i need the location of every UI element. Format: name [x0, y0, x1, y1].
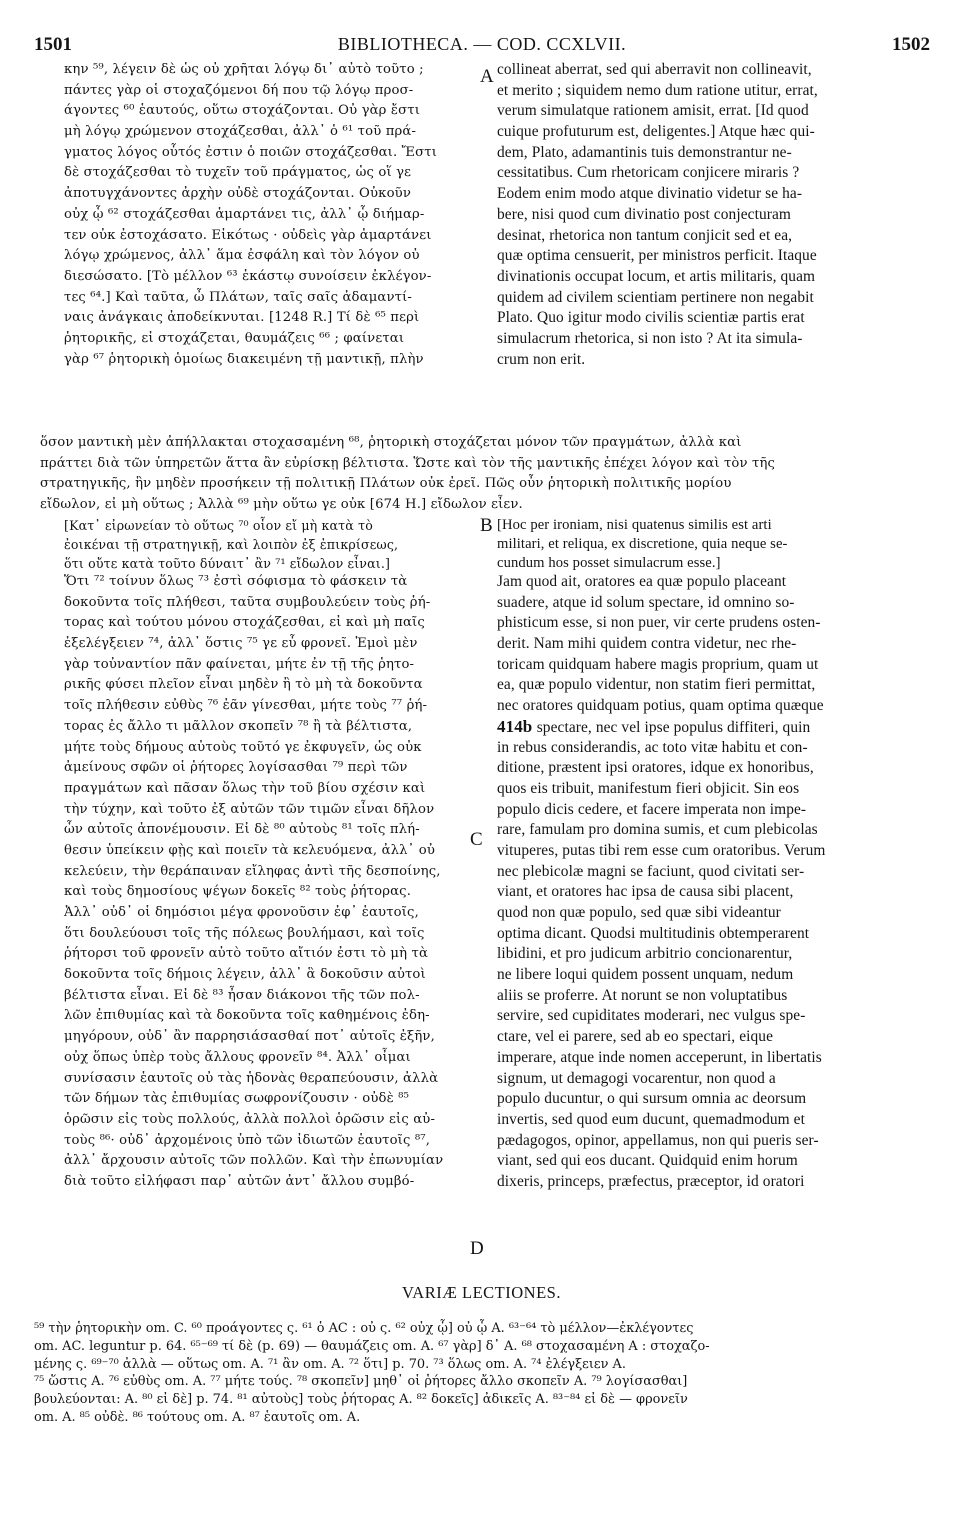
- greek-text-line: τες ⁶⁴.] Καὶ ταῦτα, ὦ Πλάτων, ταῖς σαῖς ἀδαμαντί-: [64, 289, 413, 305]
- greek-text-line: άγοντες ⁶⁰ ἑαυτούς, οὕτω στοχάζονται. Οὐ γὰρ ἔστι: [64, 103, 421, 119]
- latin-text-line: Plato. Quo igitur modo civilis scientiæ partis erat: [497, 309, 805, 327]
- latin-text-line: invertis, sed quod eum ducunt, quemadmodum et: [497, 1110, 805, 1128]
- greek-scholion-line: ἐοικέναι τῇ στρατηγικῇ, καὶ λοιπὸν ἐξ ἐπικρίσεως,: [64, 537, 399, 552]
- variant-note-line: ⁵⁹ τὴν ῥητορικὴν om. C. ⁶⁰ προάγοντες ς. ⁶¹ ὁ AC : οὐ ς. ⁶² οὐχ ᾧ] οὐ ᾧ A. ⁶³⁻⁶⁴ τὸ μέλλον—ἐκλέγοντες: [34, 1321, 694, 1336]
- greek-text-line: ῥητορικῆς, εἰ στοχάζεται, θαυμάζεις ⁶⁶ ; φαίνεται: [64, 330, 405, 346]
- greek-text-line: εἴδωλον, εἰ μὴ οὕτως ; Ἀλλὰ ⁶⁹ μὴν οὕτω γε οὐκ [674 H.] εἴδωλον εἶεν.: [40, 497, 523, 513]
- variant-note-line: ⁷⁵ ὥστις A. ⁷⁶ εὐθὺς om. A. ⁷⁷ μήτε τούς. ⁷⁸ σκοπεῖν] μηθ᾿ οἱ ῥήτορες ἄλλο σκοπεῖν A. ⁷⁹ λογίσασθαι]: [34, 1374, 688, 1390]
- latin-text-line: vituperes, putas tibi rem esse cum oratoribus. Verum: [497, 841, 826, 859]
- latin-text-line: collineat aberrat, sed qui aberravit non collineavit,: [497, 61, 812, 78]
- marginal-reference-number: 414b: [497, 716, 537, 736]
- greek-full-width-block: [40, 433, 930, 516]
- latin-text-line: 414b spectare, nec vel ipse populus diffiteri, quin: [497, 716, 811, 736]
- greek-text-line: τορας ἐς ἄλλο τι μᾶλλον σκοπεῖν ⁷⁸ ἢ τὰ βέλτιστα,: [64, 718, 413, 734]
- greek-text-line: ὅτι δουλεύουσι τοῖς τῆς πόλεως βουλήμασι, καὶ τοῖς: [64, 925, 425, 941]
- greek-text-line: δὲ στοχάζεσθαι τὸ τυχεῖν τοῦ πράγματος, ὡς οἵ γε: [64, 165, 412, 181]
- greek-column-top: [64, 60, 489, 370]
- greek-scholion-line: [Κατ᾿ εἰρωνείαν τὸ οὕτως ⁷⁰ οἷον εἴ μὴ κατὰ τὸ: [64, 518, 373, 533]
- latin-scholion-line: militari, et reliqua, ex discretione, quia neque se-: [497, 536, 788, 552]
- margin-marker-c: C: [470, 829, 483, 850]
- latin-text-line: viant, et oratores hac ipsa de causa sibi placent,: [497, 883, 794, 901]
- margin-marker-b: B: [480, 515, 493, 536]
- greek-text-line: ἀποτυγχάνοντες ἀρχὴν οὐδὲ στοχάζονται. Οὐκοῦν: [64, 186, 411, 202]
- latin-text-line: nec plebicolæ magni se faciunt, quod civitati ser-: [497, 862, 805, 880]
- latin-text-line: phisticum esse, si non puer, vir certe prudens osten-: [497, 614, 821, 632]
- latin-text-line: cessitatibus. Cum rhetoricam conjicere miraris ?: [497, 164, 800, 182]
- latin-text-line: simulacrum rhetorica, si non isto ? At ita simula-: [497, 329, 803, 347]
- latin-text-line: viant, sed qui eos ducant. Quidquid enim horum: [497, 1152, 798, 1170]
- greek-text-line: βέλτιστα εἶναι. Εἰ δὲ ⁸³ ἦσαν διάκονοι τῆς τῶν πολ-: [64, 987, 420, 1003]
- latin-text-line: ne libere loqui quidem possent unquam, nedum: [497, 966, 794, 984]
- greek-text-line: στρατηγικῆς, ἣν μηδὲν προσήκειν τῇ πολιτικῇ Πλάτων οὐκ ἐρεῖ. Πῶς οὖν ῥητορικὴ πολιτικῆς μορίου: [40, 476, 732, 492]
- greek-text-line: πάντες γὰρ οἱ στοχαζόμενοι δή που τῷ λόγῳ προσ-: [64, 82, 414, 98]
- greek-text-line: γὰρ τοὐναντίον πᾶν φαίνεται, μήτε ἐν τῇ τῆς ῥητο-: [64, 656, 415, 672]
- greek-text-line: πράττει διὰ τῶν ὑπηρετῶν ἅττα ἂν εὑρίσκῃ βέλτιστα. Ὥστε καὶ τὸν τῆς μαντικῆς ἐπέχει λόγον καὶ τὸν τῆς: [40, 455, 776, 471]
- greek-text-line: τὴν τύχην, καὶ τοῦτο ἐξ αὐτῶν τῶν τιμῶν εἶναι δῆλον: [64, 801, 435, 817]
- latin-text-line: rare, famulam pro domina sumis, et cum plebicolas: [497, 821, 818, 839]
- greek-text-line: ὅσον μαντικὴ μὲν ἀπήλλακται στοχασαμένη ⁶⁸, ῥητορικὴ στοχάζεται μόνον τῶν πραγμάτων, ἀλλὰ καὶ: [40, 435, 742, 450]
- latin-text-line: Jam quod ait, oratores ea quæ populo placeant: [497, 573, 787, 590]
- latin-text-line: verum simulatque rationem amisit, errat. [Id quod: [497, 102, 809, 120]
- latin-text-line: suadere, atque id solum spectare, id omnino so-: [497, 593, 795, 611]
- variant-note-line: om. A. ⁸⁵ οὐδὲ. ⁸⁶ τούτους om. A. ⁸⁷ ἑαυτοῖς om. A.: [34, 1409, 361, 1425]
- latin-text-line: imperare, atque inde nomen acceperunt, in libertatis: [497, 1048, 822, 1066]
- greek-text-line: δοκοῦντα τοῖς δήμοις λέγειν, ἀλλ᾿ ἃ δοκοῦσιν αὐτοὶ: [64, 967, 426, 983]
- latin-text-line: derit. Nam mihi quidem contra videtur, nec rhe-: [497, 635, 797, 653]
- latin-text-line: Eodem enim modo atque divinatio videtur se ha-: [497, 185, 803, 203]
- latin-column-top: [497, 60, 933, 370]
- latin-text-line: libidini, et pro judicum arbitrio concionarentur,: [497, 945, 793, 963]
- greek-text-line: διεσώσατο. [Τὸ μέλλον ⁶³ ἑκάστῳ συνοίσειν ἐκλέγον-: [64, 268, 432, 284]
- latin-text-line: populo ducuntur, o qui sursum omnia ac deorsum: [497, 1090, 807, 1108]
- latin-text-line: quod non quæ populo, sed quæ sibi videantur: [497, 904, 781, 921]
- variant-note-line: μένης ς. ⁶⁹⁻⁷⁰ ἀλλὰ — οὕτως om. A. ⁷¹ ἂν om. A. ⁷² ὅτι] p. 70. ⁷³ ὅλως om. A. ⁷⁴ ἐλέγξειεν A.: [34, 1356, 626, 1372]
- page-number-right: 1502: [892, 34, 930, 55]
- greek-text-line: κην ⁵⁹, λέγειν δὲ ὡς οὐ χρῆται λόγῳ δι᾿ αὐτὸ τοῦτο ;: [64, 62, 424, 77]
- running-header: [34, 34, 930, 56]
- greek-text-line: μήτε τοὺς δήμους αὐτοὺς τοῦτό γε ἐκφυγεῖν, ὡς οὐκ: [64, 739, 422, 755]
- latin-text-line: cuique profuturum est, deligentes.] Atque hæc qui-: [497, 123, 815, 141]
- latin-text-line: toricam quidquam habere magis proprium, quam ut: [497, 655, 819, 673]
- variant-note-line: om. AC. leguntur p. 64. ⁶⁵⁻⁶⁹ τί δὲ (p. 69) — θαυμάζεις om. A. ⁶⁷ γὰρ] δ᾿ A. ⁶⁸ στοχασαμένη A : στοχαζο-: [34, 1338, 710, 1354]
- running-title: BIBLIOTHECA. — COD. CCXLVII.: [337, 34, 627, 54]
- latin-text-line: nec oratores quidquam potius, quam optima quæque: [497, 697, 824, 715]
- latin-text-line: signum, ut demagogi vocarentur, non quod a: [497, 1069, 776, 1087]
- variae-lectiones-heading: VARIÆ LECTIONES.: [402, 1283, 561, 1302]
- greek-text-line: ἀλλ᾿ ἄρχουσιν αὐτοῖς τῶν πολλῶν. Καὶ τὴν ἐπωνυμίαν: [64, 1153, 444, 1169]
- greek-text-line: Ἀλλ᾿ οὐδ᾿ οἱ δημόσιοι μέγα φρονοῦσιν ἐφ᾿ ἑαυτοῖς,: [64, 905, 419, 920]
- greek-text-line: τῶν δήμων τὰς ἐπιθυμίας σωφρονίζουσιν · οὐδὲ ⁸⁵: [64, 1091, 410, 1107]
- latin-scholion-line: [Hoc per ironiam, nisi quatenus similis est arti: [497, 517, 772, 533]
- latin-text-line: bere, nisi quod cum divinatio post conjecturam: [497, 205, 791, 223]
- latin-text-line: crum non erit.: [497, 350, 586, 368]
- latin-column-main: [497, 572, 933, 1193]
- latin-bracketed-scholion: [497, 516, 933, 573]
- page-number-left: 1501: [34, 34, 72, 55]
- greek-text-line: κελεύειν, τὴν θεράπαιναν εἴληφας ἀντὶ τῆς δεσποίνης,: [64, 863, 441, 879]
- latin-text-line: dixeris, princeps, præfectus, præceptor, id oratori: [497, 1172, 805, 1190]
- latin-text-line: quos eis tribuit, manifestum fieri objicit. Sin eos: [497, 779, 800, 797]
- greek-text-line: γματος λόγος οὗτός ἐστιν ὁ ποιῶν στοχάζεσθαι. Ἔστι: [64, 144, 438, 160]
- latin-text-line: optima dicant. Quodsi multitudinis obtemperarent: [497, 924, 810, 942]
- margin-marker-a: A: [480, 66, 494, 87]
- latin-text-line: dem, Plato, adamantinis tuis demonstrantur ne-: [497, 143, 792, 161]
- greek-text-line: μηγόρουν, οὐδ᾿ ἂν παρρησιάσασθαί ποτ᾿ αὐτοῖς ἐξῆν,: [64, 1029, 435, 1045]
- greek-text-line: θεσιν ὑπείκειν φῂς καὶ ποιεῖν τὰ κελευόμενα, ἀλλ᾿ οὐ: [64, 842, 435, 858]
- latin-text-line: aliis se proferre. At norunt se non voluptatibus: [497, 986, 788, 1004]
- greek-text-line: καὶ τοὺς δημοσίους ψέγων δοκεῖς ⁸² τοὺς ῥήτορας.: [64, 884, 412, 900]
- greek-text-line: διὰ τοῦτο εἰλήφασι παρ᾿ αὐτῶν ἀντ᾿ ἄλλου συμβό-: [64, 1173, 415, 1189]
- latin-text-line: divinationis occupat locum, et artis militaris, quam: [497, 267, 816, 285]
- greek-text-line: ὧν αὐτοῖς ἀπονέμουσιν. Εἰ δὲ ⁸⁰ αὐτοὺς ⁸¹ τοῖς πλή-: [64, 822, 420, 838]
- latin-text-line: ctare, vel ei parere, sed ab eo spectari, eique: [497, 1028, 774, 1046]
- greek-text-line: ῥήτορσι τοῦ φρονεῖν αὐτὸ τοῦτο αἴτιόν ἐστι τὸ μὴ τὰ: [64, 946, 429, 962]
- greek-text-line: ρικῆς φύσει πλεῖον εἶναι μηδὲν ἢ τὸ μὴ τὰ δοκοῦντα: [64, 677, 423, 693]
- greek-scholion-line: ὅτι οὔτε κατὰ τοῦτο δύναιτ᾿ ἂν ⁷¹ εἴδωλον εἶναι.]: [64, 556, 391, 571]
- greek-text-line: ναις ἀνάγκαις ἀποδείκνυται. [1248 R.] Τί δὲ ⁶⁵ περὶ: [64, 310, 420, 326]
- greek-text-line: γὰρ ⁶⁷ ῥητορικὴ ὁμοίως διακειμένη τῇ μαντικῇ, πλὴν: [64, 351, 424, 367]
- greek-text-line: οὐχ ὅπως ὑπὲρ τοὺς ἄλλους φρονεῖν ⁸⁴. Ἀλλ᾿ οἶμαι: [64, 1049, 411, 1065]
- greek-text-line: τοῖς πλήθεσιν εὐθὺς ⁷⁶ ἐᾶν γίνεσθαι, μήτε τοὺς ⁷⁷ ῥή-: [64, 698, 428, 714]
- greek-text-line: δοκοῦντα τοῖς πλήθεσι, ταῦτα συμβουλεύειν τοὺς ῥή-: [64, 594, 431, 610]
- latin-text-line: ea, quæ populo videntur, non statim fieri permittat,: [497, 676, 816, 694]
- greek-text-line: λῶν ἐπιθυμίας καὶ τὰ δοκοῦντα τοῖς καθημένοις ἐδη-: [64, 1008, 430, 1024]
- latin-text-line: in rebus considerandis, ac toto vitæ habitu et con-: [497, 738, 808, 756]
- latin-scholion-line: cundum hos posset simulacrum esse.]: [497, 555, 721, 571]
- margin-marker-d: D: [470, 1238, 484, 1259]
- greek-text-line: οὐχ ᾧ ⁶² στοχάζεσθαι ἁμαρτάνει τις, ἀλλ᾿ ᾧ διήμαρ-: [64, 206, 425, 222]
- latin-text-line: quæ optima censuerit, per ministros perficit. Itaque: [497, 247, 817, 265]
- greek-text-line: πραγμάτων καὶ πᾶσαν ὅλως τὴν τοῦ βίου σχέσιν καὶ: [64, 780, 426, 796]
- latin-text-line: servire, sed cupiditates moderari, nec vulgus spe-: [497, 1007, 806, 1025]
- latin-text-line: ditione, præstent ipsi oratores, idque ex honoribus,: [497, 759, 814, 777]
- greek-text-line: ἀμείνους σφῶν οἱ ῥήτορες λογίσασθαι ⁷⁹ περὶ τῶν: [64, 760, 408, 776]
- greek-text-line: τοὺς ⁸⁶· οὐδ᾿ ἀρχομένοις ὑπὸ τῶν ἰδιωτῶν ἑαυτοῖς ⁸⁷,: [64, 1132, 431, 1148]
- latin-text-line: populo dicis cedere, et facere imperata non impe-: [497, 800, 807, 818]
- greek-text-line: συνίσασιν ἑαυτοῖς οὐ τὰς ἡδονὰς θεραπεύουσιν, ἀλλὰ: [64, 1070, 439, 1086]
- greek-text-line: μὴ λόγῳ χρώμενον στοχάζεσθαι, ἀλλ᾿ ὁ ⁶¹ τοῦ πρά-: [64, 124, 417, 140]
- latin-text-line: quidem ad civilem scientiam pertinere non negabit: [497, 288, 814, 306]
- greek-bracketed-scholion: [64, 516, 494, 573]
- greek-column-main: [64, 572, 494, 1193]
- greek-text-line: Ὅτι ⁷² τοίνυν ὅλως ⁷³ ἐστὶ σόφισμα τὸ φάσκειν τὰ: [64, 574, 408, 589]
- greek-text-line: τεν οὐκ ἐστοχάσατο. Εἰκότως · οὐδεὶς γὰρ ἁμαρτάνει: [64, 227, 432, 243]
- latin-text-line: et merito ; siquidem nemo dum ratione utitur, errat,: [497, 81, 818, 99]
- variant-note-line: βουλεύονται: A. ⁸⁰ εἰ δὲ] p. 74. ⁸¹ αὐτοὺς] τοὺς ῥήτορας A. ⁸² δοκεῖς] ἀδικεῖς A. ⁸³⁻⁸⁴ εἰ δὲ — φρονεῖν: [34, 1392, 688, 1408]
- variant-readings-notes: [34, 1320, 934, 1427]
- greek-text-line: λόγῳ χρώμενος, ἀλλ᾿ ἅμα ἐσφάλη καὶ τὸν λόγον οὐ: [64, 248, 420, 264]
- latin-text-line: pædagogos, opinor, appellamus, non qui pueris ser-: [497, 1131, 819, 1149]
- greek-text-line: ἐξελέγξειεν ⁷⁴, ἀλλ᾿ ὅστις ⁷⁵ γε εὖ φρονεῖ. Ἐμοὶ μὲν: [64, 636, 418, 652]
- greek-text-line: ὁρῶσιν εἰς τοὺς πολλούς, ἀλλὰ πολλοὶ ὁρῶσιν εἰς αὐ-: [64, 1111, 436, 1127]
- latin-text-line: desinat, rhetorica non tantum conjicit sed et ea,: [497, 226, 793, 244]
- greek-text-line: τορας καὶ τούτου μόνου στοχάζεσθαι, εἰ καὶ μὴ παῖς: [64, 615, 425, 631]
